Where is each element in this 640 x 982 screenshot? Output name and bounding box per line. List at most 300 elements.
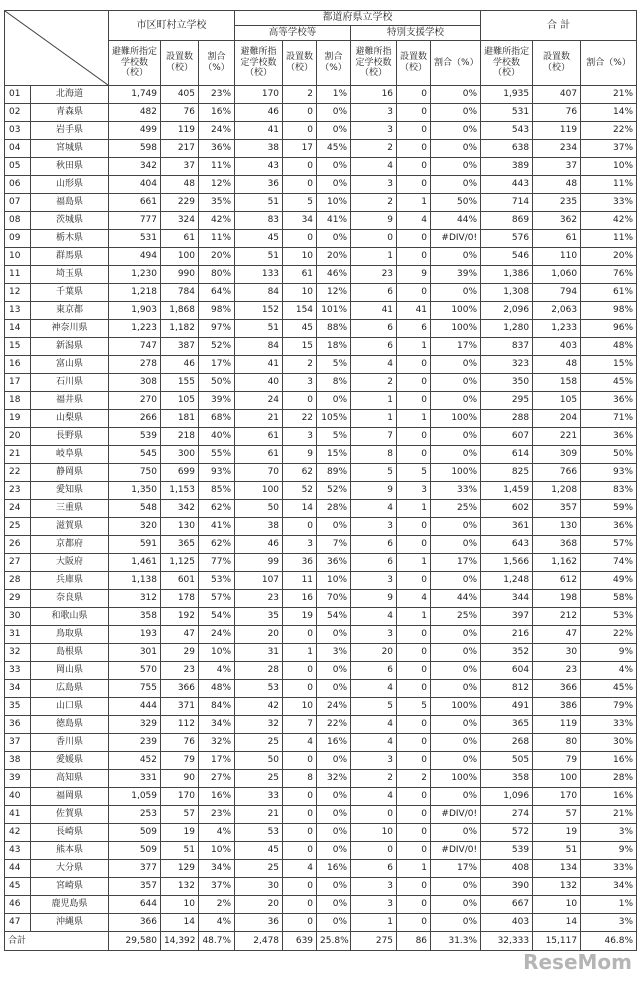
table-cell: 1,138 <box>109 572 161 590</box>
table-cell: 15% <box>581 356 637 374</box>
table-cell: 14% <box>581 104 637 122</box>
table-cell: 61 <box>161 230 199 248</box>
table-cell: 444 <box>109 698 161 716</box>
table-cell: 51 <box>161 842 199 860</box>
table-cell: 105% <box>317 410 351 428</box>
table-cell: 221 <box>533 428 581 446</box>
table-cell: 31 <box>235 644 283 662</box>
table-cell: 812 <box>481 680 533 698</box>
table-cell: 3 <box>397 482 431 500</box>
table-cell: 51 <box>235 320 283 338</box>
table-cell: 129 <box>161 860 199 878</box>
col-total-designated: 避難所指定学校数（校） <box>481 41 533 86</box>
table-cell: 16% <box>581 752 637 770</box>
table-cell: 14 <box>533 914 581 932</box>
table-cell: 3 <box>351 122 397 140</box>
table-cell: 0 <box>397 896 431 914</box>
school-shelter-table-sheet <box>4 10 636 951</box>
table-cell: 309 <box>533 446 581 464</box>
prefecture-number: 19 <box>5 410 31 428</box>
table-cell: 71% <box>581 410 637 428</box>
table-row <box>5 248 637 266</box>
table-cell: 0 <box>397 140 431 158</box>
table-cell: 53% <box>199 572 235 590</box>
table-cell: 5 <box>351 464 397 482</box>
table-cell: 0% <box>317 158 351 176</box>
table-cell: 36 <box>235 176 283 194</box>
table-header <box>5 11 637 86</box>
table-cell: 270 <box>109 392 161 410</box>
table-cell: 158 <box>533 374 581 392</box>
prefecture-number: 41 <box>5 806 31 824</box>
table-cell: 45 <box>283 320 317 338</box>
table-cell: 0% <box>431 788 481 806</box>
table-cell: 1 <box>397 860 431 878</box>
table-row <box>5 716 637 734</box>
table-cell: 21% <box>581 86 637 104</box>
table-cell: 4 <box>397 212 431 230</box>
table-cell: 755 <box>109 680 161 698</box>
table-cell: 52% <box>317 482 351 500</box>
table-cell: 0% <box>317 806 351 824</box>
table-row <box>5 446 637 464</box>
prefecture-number: 27 <box>5 554 31 572</box>
table-cell: 0 <box>397 428 431 446</box>
table-cell: 300 <box>161 446 199 464</box>
table-cell: 0% <box>431 104 481 122</box>
table-cell: 134 <box>533 860 581 878</box>
table-cell: 25 <box>235 770 283 788</box>
table-cell: 7 <box>283 716 317 734</box>
prefecture-number: 44 <box>5 860 31 878</box>
table-cell: 7% <box>317 536 351 554</box>
table-cell: 24% <box>199 122 235 140</box>
table-cell: 85% <box>199 482 235 500</box>
prefecture-number: 35 <box>5 698 31 716</box>
col-highschool-designated: 避難所指定学校数（校） <box>235 41 283 86</box>
prefecture-name: 山口県 <box>31 698 109 716</box>
table-cell: 1,248 <box>481 572 533 590</box>
prefecture-name: 香川県 <box>31 734 109 752</box>
table-cell: 0 <box>351 806 397 824</box>
table-cell: 0 <box>283 842 317 860</box>
table-cell: 20 <box>235 626 283 644</box>
table-cell: 344 <box>481 590 533 608</box>
prefecture-name: 福井県 <box>31 392 109 410</box>
table-cell: 0% <box>431 518 481 536</box>
table-row <box>5 410 637 428</box>
table-cell: 377 <box>109 860 161 878</box>
table-cell: 403 <box>533 338 581 356</box>
table-cell: 55% <box>199 446 235 464</box>
table-cell: 0% <box>431 248 481 266</box>
table-cell: 0% <box>317 878 351 896</box>
table-cell: 132 <box>533 878 581 896</box>
total-cell: 15,117 <box>533 932 581 951</box>
table-cell: 23 <box>351 266 397 284</box>
table-cell: 57% <box>199 590 235 608</box>
table-row <box>5 842 637 860</box>
table-cell: 324 <box>161 212 199 230</box>
table-cell: 2 <box>283 86 317 104</box>
table-cell: 365 <box>481 716 533 734</box>
table-cell: 0 <box>397 752 431 770</box>
table-cell: 0% <box>431 878 481 896</box>
table-cell: 0% <box>317 914 351 932</box>
table-cell: 1,461 <box>109 554 161 572</box>
table-row <box>5 788 637 806</box>
table-cell: 0% <box>431 356 481 374</box>
table-cell: 342 <box>109 158 161 176</box>
prefecture-name: 兵庫県 <box>31 572 109 590</box>
table-cell: 0 <box>351 842 397 860</box>
table-cell: 1 <box>351 248 397 266</box>
table-row <box>5 554 637 572</box>
total-cell: 2,478 <box>235 932 283 951</box>
table-cell: 0 <box>283 806 317 824</box>
table-cell: 1,059 <box>109 788 161 806</box>
table-row <box>5 824 637 842</box>
table-cell: 601 <box>161 572 199 590</box>
prefecture-number: 10 <box>5 248 31 266</box>
table-cell: 48 <box>161 176 199 194</box>
table-cell: 1 <box>397 194 431 212</box>
table-cell: 132 <box>161 878 199 896</box>
table-cell: 0 <box>397 734 431 752</box>
table-cell: 3 <box>351 176 397 194</box>
table-cell: 4 <box>351 680 397 698</box>
table-cell: 28% <box>581 770 637 788</box>
table-cell: 323 <box>481 356 533 374</box>
table-cell: 93% <box>581 464 637 482</box>
table-cell: 358 <box>481 770 533 788</box>
table-row <box>5 698 637 716</box>
table-cell: 0 <box>397 446 431 464</box>
table-cell: 0 <box>397 536 431 554</box>
table-cell: 22% <box>581 122 637 140</box>
table-cell: 644 <box>109 896 161 914</box>
table-cell: 407 <box>533 86 581 104</box>
table-cell: 1 <box>351 410 397 428</box>
header-total: 合 計 <box>481 11 637 41</box>
table-cell: 11% <box>581 230 637 248</box>
prefecture-name: 滋賀県 <box>31 518 109 536</box>
table-cell: 39% <box>199 392 235 410</box>
prefecture-number: 28 <box>5 572 31 590</box>
prefecture-name: 熊本県 <box>31 842 109 860</box>
table-cell: 0 <box>283 158 317 176</box>
table-cell: 57% <box>581 536 637 554</box>
prefecture-name: 佐賀県 <box>31 806 109 824</box>
table-cell: 362 <box>533 212 581 230</box>
table-cell: 0 <box>397 284 431 302</box>
prefecture-name: 茨城県 <box>31 212 109 230</box>
table-cell: 7 <box>351 428 397 446</box>
table-cell: 0 <box>283 518 317 536</box>
table-row <box>5 176 637 194</box>
table-cell: 30% <box>581 734 637 752</box>
prefecture-number: 32 <box>5 644 31 662</box>
table-cell: 17% <box>431 338 481 356</box>
table-cell: 61 <box>235 428 283 446</box>
prefecture-name: 北海道 <box>31 86 109 104</box>
table-cell: 572 <box>481 824 533 842</box>
table-cell: 3% <box>581 914 637 932</box>
table-cell: 0 <box>283 230 317 248</box>
table-cell: 1,208 <box>533 482 581 500</box>
table-cell: 14 <box>283 500 317 518</box>
table-cell: 0 <box>283 662 317 680</box>
table-cell: 12% <box>199 176 235 194</box>
table-cell: 57 <box>533 806 581 824</box>
table-cell: 15 <box>283 338 317 356</box>
table-cell: 750 <box>109 464 161 482</box>
table-cell: 0% <box>317 788 351 806</box>
table-cell: 570 <box>109 662 161 680</box>
total-cell: 29,580 <box>109 932 161 951</box>
table-cell: 76% <box>581 266 637 284</box>
table-cell: 494 <box>109 248 161 266</box>
table-cell: 24 <box>235 392 283 410</box>
table-cell: 36% <box>581 518 637 536</box>
table-cell: 4 <box>351 500 397 518</box>
table-cell: 1,935 <box>481 86 533 104</box>
table-cell: 49% <box>581 572 637 590</box>
table-cell: 10% <box>199 644 235 662</box>
table-cell: 42% <box>199 212 235 230</box>
table-cell: 61% <box>581 284 637 302</box>
table-cell: 23 <box>533 662 581 680</box>
table-cell: 638 <box>481 140 533 158</box>
table-cell: 0 <box>397 230 431 248</box>
table-cell: 96% <box>581 320 637 338</box>
table-cell: 777 <box>109 212 161 230</box>
prefecture-number: 13 <box>5 302 31 320</box>
table-cell: 33% <box>581 716 637 734</box>
table-cell: 2,096 <box>481 302 533 320</box>
table-cell: 1,233 <box>533 320 581 338</box>
prefecture-name: 鹿児島県 <box>31 896 109 914</box>
table-cell: 0 <box>397 644 431 662</box>
table-cell: 76 <box>161 734 199 752</box>
table-cell: 10 <box>283 698 317 716</box>
table-cell: 36% <box>581 392 637 410</box>
prefecture-name: 神奈川県 <box>31 320 109 338</box>
table-cell: 482 <box>109 104 161 122</box>
table-cell: 193 <box>109 626 161 644</box>
header-corner-cell <box>5 11 109 86</box>
table-cell: 170 <box>161 788 199 806</box>
prefecture-name: 島根県 <box>31 644 109 662</box>
total-cell: 46.8% <box>581 932 637 951</box>
table-cell: 24% <box>199 626 235 644</box>
table-row <box>5 752 637 770</box>
table-cell: 70% <box>317 590 351 608</box>
table-cell: 365 <box>161 536 199 554</box>
prefecture-name: 群馬県 <box>31 248 109 266</box>
table-cell: 5% <box>317 356 351 374</box>
prefecture-name: 岐阜県 <box>31 446 109 464</box>
table-cell: 181 <box>161 410 199 428</box>
table-cell: 0% <box>431 284 481 302</box>
table-cell: 1,060 <box>533 266 581 284</box>
prefecture-number: 03 <box>5 122 31 140</box>
prefecture-name: 石川県 <box>31 374 109 392</box>
prefecture-name: 徳島県 <box>31 716 109 734</box>
table-row <box>5 122 637 140</box>
table-row <box>5 302 637 320</box>
table-cell: 253 <box>109 806 161 824</box>
table-cell: 274 <box>481 806 533 824</box>
table-cell: 23 <box>235 590 283 608</box>
table-cell: 48% <box>199 680 235 698</box>
prefecture-name: 京都府 <box>31 536 109 554</box>
table-cell: 39% <box>431 266 481 284</box>
table-cell: 6 <box>351 536 397 554</box>
table-cell: 390 <box>481 878 533 896</box>
prefecture-number: 29 <box>5 590 31 608</box>
table-cell: 10 <box>351 824 397 842</box>
prefecture-number: 39 <box>5 770 31 788</box>
table-cell: 10% <box>199 842 235 860</box>
table-row <box>5 608 637 626</box>
table-cell: 0 <box>283 752 317 770</box>
table-cell: 499 <box>109 122 161 140</box>
table-cell: 35 <box>235 608 283 626</box>
table-row <box>5 338 637 356</box>
table-cell: 2 <box>351 140 397 158</box>
table-cell: 234 <box>533 140 581 158</box>
table-cell: 0 <box>397 158 431 176</box>
table-cell: 59% <box>581 500 637 518</box>
table-cell: 10% <box>317 572 351 590</box>
table-cell: 48% <box>581 338 637 356</box>
prefecture-number: 31 <box>5 626 31 644</box>
table-cell: 44% <box>431 590 481 608</box>
col-special-installed: 設置数（校） <box>397 41 431 86</box>
table-cell: 1,308 <box>481 284 533 302</box>
table-cell: 41% <box>317 212 351 230</box>
col-special-designated: 避難所指定学校数（校） <box>351 41 397 86</box>
prefecture-number: 11 <box>5 266 31 284</box>
table-row <box>5 860 637 878</box>
table-cell: 784 <box>161 284 199 302</box>
table-cell: 36 <box>235 914 283 932</box>
table-cell: 84 <box>235 338 283 356</box>
table-row <box>5 572 637 590</box>
table-cell: 51 <box>235 194 283 212</box>
table-cell: 3 <box>351 572 397 590</box>
header-highschool: 高等学校等 <box>235 26 351 41</box>
table-cell: 3% <box>581 824 637 842</box>
table-cell: 17% <box>431 860 481 878</box>
table-cell: 36% <box>199 140 235 158</box>
table-cell: 4 <box>351 734 397 752</box>
table-cell: 100 <box>161 248 199 266</box>
table-cell: 0% <box>317 824 351 842</box>
table-cell: 0 <box>397 176 431 194</box>
table-cell: 130 <box>533 518 581 536</box>
prefecture-name: 埼玉県 <box>31 266 109 284</box>
table-cell: 387 <box>161 338 199 356</box>
table-cell: 41 <box>235 356 283 374</box>
table-cell: 0% <box>317 752 351 770</box>
table-cell: 312 <box>109 590 161 608</box>
prefecture-number: 26 <box>5 536 31 554</box>
table-cell: 46% <box>317 266 351 284</box>
prefecture-name: 栃木県 <box>31 230 109 248</box>
total-cell: 14,392 <box>161 932 199 951</box>
total-cell: 86 <box>397 932 431 951</box>
prefecture-number: 21 <box>5 446 31 464</box>
prefecture-name: 新潟県 <box>31 338 109 356</box>
table-cell: 88% <box>317 320 351 338</box>
table-cell: 667 <box>481 896 533 914</box>
table-cell: 368 <box>533 536 581 554</box>
prefecture-number: 15 <box>5 338 31 356</box>
table-cell: #DIV/0! <box>431 806 481 824</box>
table-cell: 0 <box>397 824 431 842</box>
prefecture-number: 36 <box>5 716 31 734</box>
table-cell: 29 <box>161 644 199 662</box>
table-cell: 825 <box>481 464 533 482</box>
table-cell: #DIV/0! <box>431 230 481 248</box>
table-cell: 76 <box>533 104 581 122</box>
table-cell: 371 <box>161 698 199 716</box>
prefecture-number: 33 <box>5 662 31 680</box>
table-cell: 14 <box>161 914 199 932</box>
table-cell: 198 <box>533 590 581 608</box>
table-cell: 545 <box>109 446 161 464</box>
table-cell: 192 <box>161 608 199 626</box>
table-cell: 11% <box>581 176 637 194</box>
table-cell: 4 <box>397 590 431 608</box>
table-cell: 83 <box>235 212 283 230</box>
table-row <box>5 212 637 230</box>
table-cell: 0 <box>397 356 431 374</box>
table-cell: 0% <box>431 176 481 194</box>
table-row <box>5 266 637 284</box>
table-cell: 76 <box>161 104 199 122</box>
table-cell: 217 <box>161 140 199 158</box>
table-cell: 3 <box>283 536 317 554</box>
table-cell: 77% <box>199 554 235 572</box>
total-label: 合計 <box>5 932 109 951</box>
table-cell: 70 <box>235 464 283 482</box>
prefecture-number: 09 <box>5 230 31 248</box>
table-cell: 452 <box>109 752 161 770</box>
prefecture-name: 高知県 <box>31 770 109 788</box>
table-cell: 100% <box>431 410 481 428</box>
table-cell: 45 <box>235 842 283 860</box>
table-cell: 358 <box>109 608 161 626</box>
table-cell: 79 <box>533 752 581 770</box>
prefecture-number: 47 <box>5 914 31 932</box>
table-cell: 0 <box>283 104 317 122</box>
table-row <box>5 104 637 122</box>
table-cell: 100% <box>431 320 481 338</box>
table-cell: 1,162 <box>533 554 581 572</box>
table-cell: 100% <box>431 770 481 788</box>
table-row <box>5 428 637 446</box>
table-cell: 9% <box>581 644 637 662</box>
table-cell: 42% <box>581 212 637 230</box>
table-cell: 0% <box>431 644 481 662</box>
total-cell: 31.3% <box>431 932 481 951</box>
table-cell: 10 <box>161 896 199 914</box>
table-cell: 38 <box>235 140 283 158</box>
prefecture-name: 大阪府 <box>31 554 109 572</box>
